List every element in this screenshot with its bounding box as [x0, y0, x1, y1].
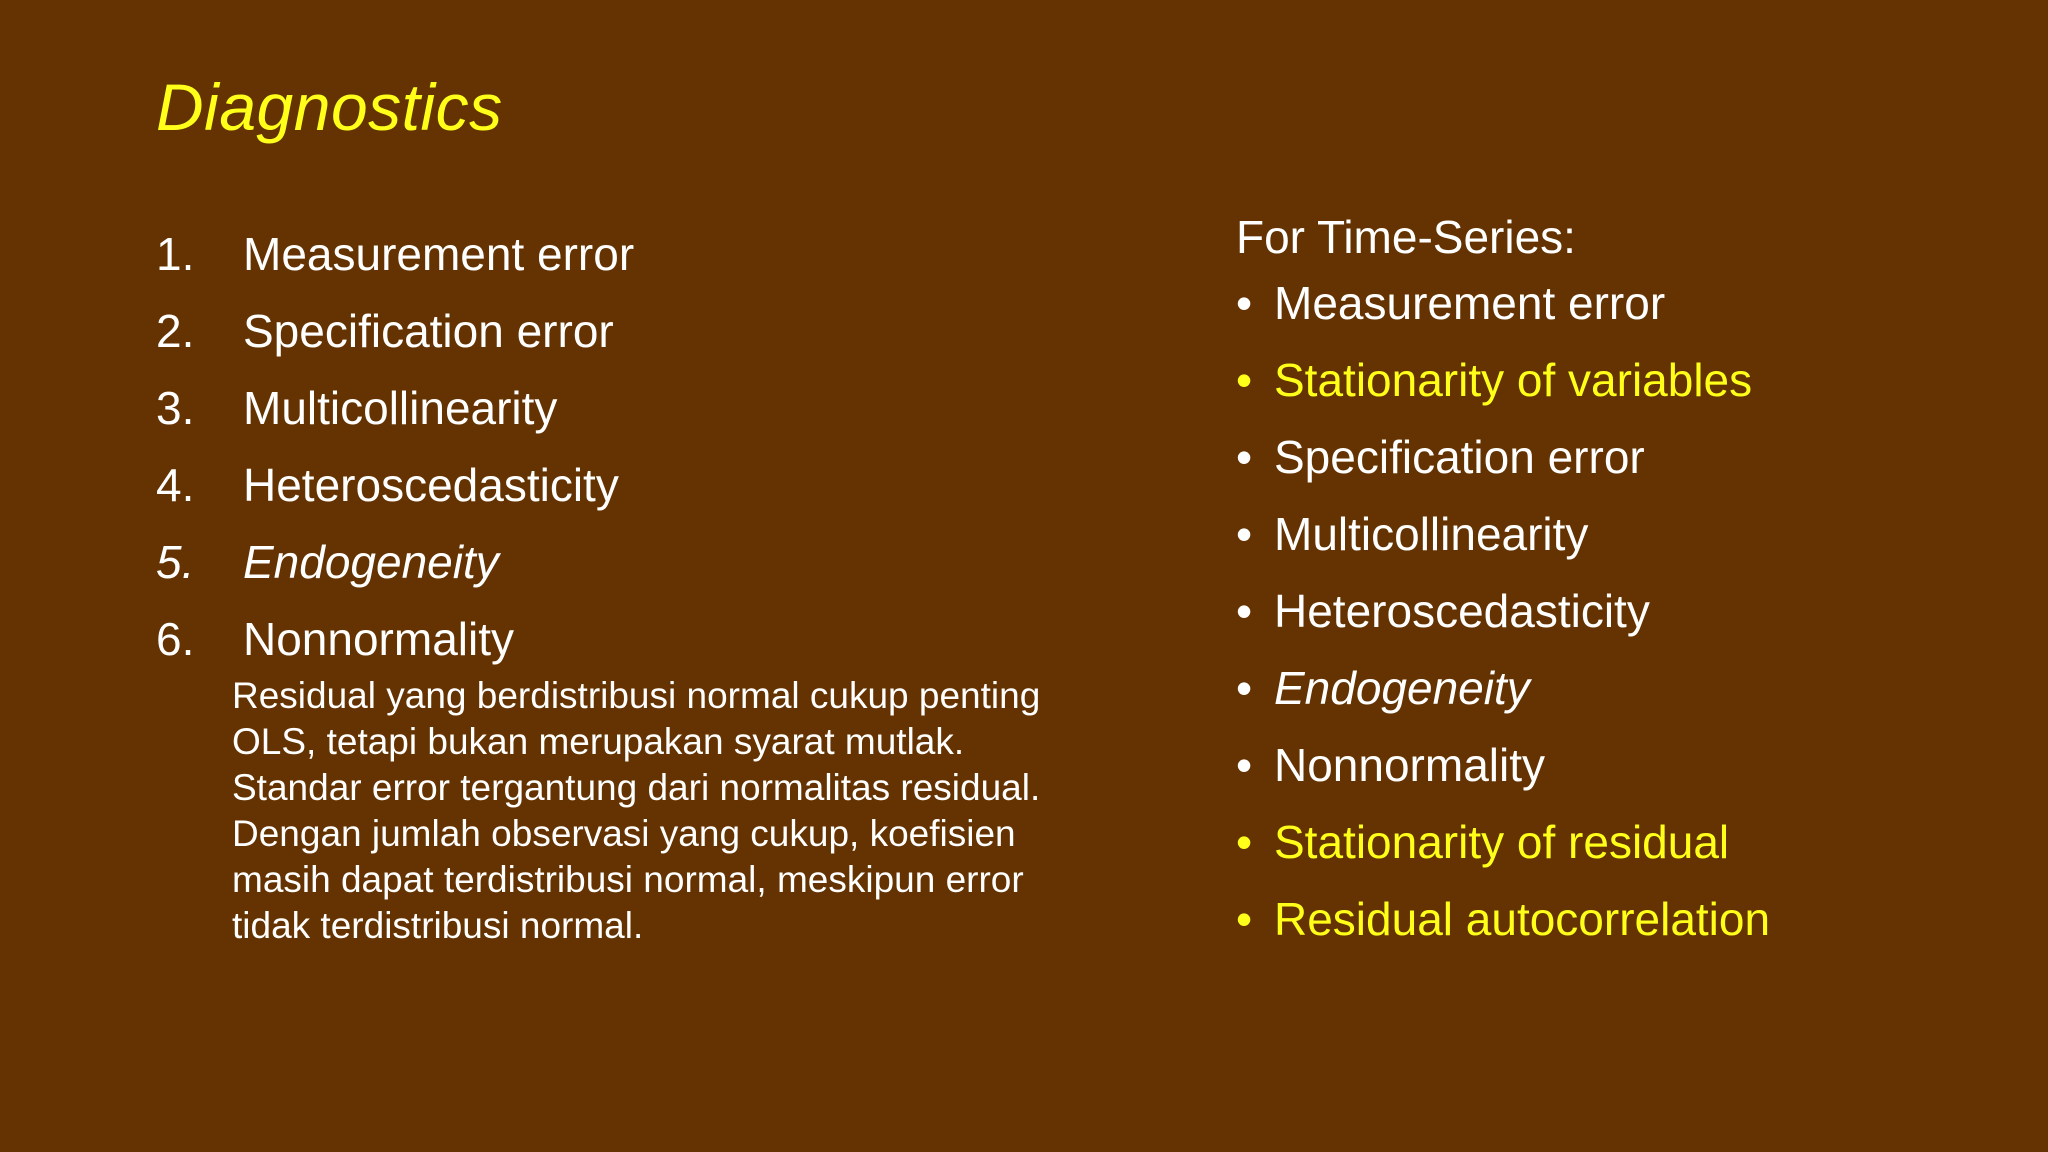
- list-item: [1236, 887, 2016, 964]
- note-line: Dengan jumlah observasi yang cukup, koefisien: [232, 813, 1016, 854]
- list-item: [156, 530, 1116, 607]
- list-number: 1.: [156, 228, 195, 280]
- list-item: [1236, 271, 2016, 348]
- list-item-label: Residual autocorrelation: [1274, 893, 1771, 945]
- list-item-label: Specification error: [243, 305, 614, 357]
- bullet-icon: •: [1236, 431, 1253, 483]
- list-item-label: Multicollinearity: [1274, 508, 1589, 560]
- list-item-label: Nonnormality: [1274, 739, 1545, 791]
- bullet-icon: •: [1236, 893, 1253, 945]
- list-item: [1236, 425, 2016, 502]
- list-item: [1236, 656, 2016, 733]
- list-item: [1236, 348, 2016, 425]
- time-series-heading: For Time-Series:: [1236, 211, 1576, 263]
- bullet-icon: •: [1236, 277, 1253, 329]
- list-item-label: Nonnormality: [243, 613, 514, 665]
- list-number: 2.: [156, 305, 195, 357]
- list-item-label: Multicollinearity: [243, 382, 558, 434]
- list-item-label: Stationarity of variables: [1274, 354, 1753, 406]
- list-item: [156, 453, 1116, 530]
- list-item-label: Endogeneity: [1274, 662, 1530, 714]
- bullet-icon: •: [1236, 508, 1253, 560]
- note-line: masih dapat terdistribusi normal, meskipun error: [232, 859, 1024, 900]
- list-item-label: Endogeneity: [243, 536, 499, 588]
- list-item: [1236, 502, 2016, 579]
- list-item-label: Measurement error: [1274, 277, 1666, 329]
- list-number: 5.: [156, 536, 195, 588]
- nonnormality-note: [232, 673, 1112, 949]
- list-item-label: Measurement error: [243, 228, 635, 280]
- list-item-label: Heteroscedasticity: [1274, 585, 1650, 637]
- list-item: [156, 299, 1116, 376]
- diagnostics-numbered-list: [156, 222, 1116, 684]
- bullet-icon: •: [1236, 816, 1253, 868]
- list-item: [156, 376, 1116, 453]
- slide-title: Diagnostics: [156, 70, 503, 144]
- list-number: 6.: [156, 613, 195, 665]
- note-line: Residual yang berdistribusi normal cukup penting: [232, 675, 1041, 716]
- bullet-icon: •: [1236, 354, 1253, 406]
- time-series-list: [1236, 205, 2016, 964]
- note-line: OLS, tetapi bukan merupakan syarat mutlak.: [232, 721, 965, 762]
- list-item-label: Heteroscedasticity: [243, 459, 619, 511]
- list-item-label: Stationarity of residual: [1274, 816, 1730, 868]
- list-item: [1236, 810, 2016, 887]
- list-item-label: Specification error: [1274, 431, 1645, 483]
- list-number: 3.: [156, 382, 195, 434]
- note-line: tidak terdistribusi normal.: [232, 905, 644, 946]
- list-item: [1236, 579, 2016, 656]
- note-line: Standar error tergantung dari normalitas residual.: [232, 767, 1041, 808]
- list-item: [156, 222, 1116, 299]
- bullet-icon: •: [1236, 739, 1253, 791]
- list-number: 4.: [156, 459, 195, 511]
- bullet-icon: •: [1236, 585, 1253, 637]
- bullet-icon: •: [1236, 662, 1253, 714]
- list-item: [1236, 733, 2016, 810]
